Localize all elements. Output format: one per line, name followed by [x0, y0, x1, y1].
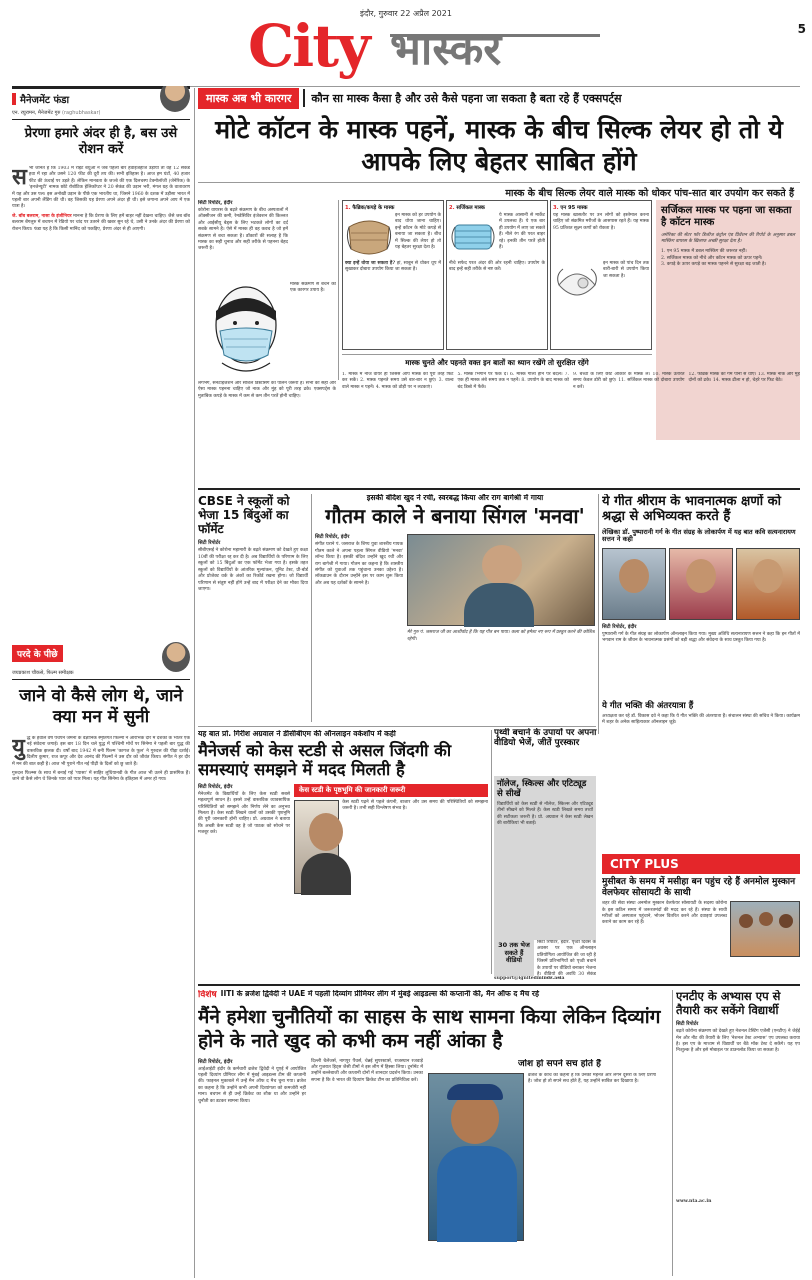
logo-bhaskar-text: भास्कर — [390, 24, 502, 75]
tips-col: 9. बच्चों के लिए छोटे आकार के मास्क लें। 10. मास्क उतारते समय केवल डोरी को छुएं। 11. सर्जिकल मास्क को दोबारा उपयोग न करें। — [573, 372, 685, 390]
nta-url[interactable]: www.nta.ac.in — [676, 1199, 712, 1205]
story-headline: मैंने हमेशा चुनौतियों का साहस के साथ सामना किया लेकिन दिव्यांग होने के नाते खुद को कभी कम नहीं आंका है — [198, 1005, 661, 1052]
story-subhead: ये गीत भक्ति की अंतरयात्रा हैं — [602, 700, 694, 711]
dateline: इंदौर, गुरुवार 22 अप्रैल 2021 — [360, 9, 452, 18]
story-body: सीबीएसई ने कोरोना महामारी के बढ़ते संक्रमण को देखते हुए कक्षा 10वीं की परीक्षा रद्द कर दी है। अब विद्यार्थियों के परिणाम के लिए स्कूलों को 15 बिंदुओं का एक फॉर्मेट भेजा गया है। इसके तहत स्कूलों को विद्यार्थियों के आंतरिक मूल्यांकन, यूनिट टेस्ट, प्री-बोर्ड और प्रोजेक्ट वर्क के अंकों का रिकॉर्ड रखना होगा। जो विद्यार्थी परिणाम से संतुष्ट नहीं होंगे उन्हें बाद में परीक्षा देने का मौका दिया जाएगा। — [198, 548, 308, 592]
story-headline: ये गीत श्रीराम के भावनात्मक क्षणों को श्रद्धा से अभिव्यक्त करते हैं — [602, 494, 781, 525]
tip-surgical-mask: 2. सर्जिकल मास्क ये मास्क आसानी से मार्केट में उपलब्ध हैं। ये एक बार ही उपयोग में लाए जा सकते हैं। नीले रंग की परत बाहर रहे। इनकी तीन परतें होती हैं। नीचे सफेद परत अंदर की ओर रहनी चाहिए। उपयोग के बाद इन्हें सही तरीके से नष्ट करें। — [446, 200, 548, 350]
sidebar-intro: अमेरिका की सेंटर फॉर डिजीज कंट्रोल एंड प्रिवेंशन की रिपोर्ट के अनुसार डबल मास्किंग वायरस के खिलाफ अच्छी सुरक्षा देता है। — [661, 232, 795, 244]
video-contest-email[interactable]: support@ignitedmindz.asia — [494, 976, 565, 981]
side-headline: जोश हो सपने सच होते हैं — [518, 1058, 601, 1069]
speaker-photo — [602, 548, 666, 620]
story-body: पुष्पारानी गर्ग के गीत संग्रह का लोकार्पण ऑनलाइन किया गया। मुख्य अतिथि सत्यनारायण सत्तन ने कहा कि इन गीतों में भगवान राम के जीवन के भावनात्मक प्रसंगों को बड़ी श्रद्धा और संवेदना के साथ प्रस्तुत किया गया है। — [602, 631, 800, 644]
column-headline: प्रेरणा हमारे अंदर ही है, बस उसे रोशन करें — [24, 126, 178, 157]
management-funda-section — [12, 86, 190, 556]
nta-app-story — [676, 990, 800, 1276]
story-body-2: दिल्ली चैलेंजर्स, नागपुर पैंथर्स, चेन्नई सुपरस्टार्स, राजस्थान रजवाड़े और गुजरात हिट्स जैसी टीमों ने इस लीग में हिस्सा लिया। टूर्नामेंट में उन्होंने बल्लेबाजी और कप्तानी दोनों में शानदार प्रदर्शन किया। उनका सपना है कि वे भारत की दिव्यांग क्रिकेट टीम का प्रतिनिधित्व करें। — [311, 1058, 423, 1083]
byline: सिटी रिपोर्टर — [198, 540, 221, 547]
singer-photo — [407, 534, 595, 626]
column-body: सभी जानते हैं कि 1903 में राइट बंधुओं ने जब पहली बार हवाईजहाज उड़ाया तो वह 12 सेकंड हवा में रहा और उसने 120 फीट की दूरी तय की। सभी इतिहास है। आज हम घंटों, 40 हजार फीट की ऊंचाई पर उड़ते हैं। लेकिन मानवता के जज्बे की एक दिलचस्प टेक्नोलॉजी (जेनेरिक) के 'इनजेन्यूटी' नामक छोटे रोबोटिक हेलिकॉप्टर ने 20 सेकंड की उड़ान भरी, मंगल ग्रह के वातावरण में यह और उस पल। इस अनोखी उड़ान के पीछे एक भारतीय था, जिसने 1960 के दशक में उड़ीसा भारत में पहली बार अपनी लैंडिंग की थी। वह जिसकी यह प्रेरणा अपने अंदर ही थी। इसे जगाना अपने आप में एक यात्रा है। जे. बॉब बलराम, नासा के इंजीनियर मानना है कि प्रेरणा के लिए हमें बाहर नहीं देखना चाहिए। जैसे जब बॉब बलराम बेंगलुरु में बचपन में रेडियो पर चांद पर उतरने की खबर सुन रहे थे, उसी ने उनके अंदर की प्रेरणा को रोशन किया। फंडा यह है कि किसी मानिंद को पकड़िए, प्रेरणा अंदर से ही आएगी। — [12, 166, 190, 232]
story-body-2: केस स्टडी पढ़ने से पहले कंपनी, बाजार और उस समय की परिस्थितियों को समझना जरूरी है। तभी सही विश्लेषण संभव है। — [342, 799, 488, 812]
volunteers-photo — [730, 901, 800, 957]
kicker-subtitle: कौन सा मास्क कैसा है और उसे कैसे पहना जा सकता है बता रहे हैं एक्सपर्ट्स — [311, 91, 622, 105]
story-kicker: लेखिका डॉ. पुष्पारानी गर्ग के गीत संग्रह के लोकार्पण में यह बात कवि सत्यनारायण सत्तन ने कही — [602, 527, 796, 544]
box-title: नॉलेज, स्किल्स और एटिट्यूड से सीखें — [497, 779, 587, 800]
byline: सिटी रिपोर्टर, इंदौर — [198, 200, 233, 206]
story-body: मैनेजमेंट के विद्यार्थियों के लिए केस स्टडी सबसे महत्वपूर्ण साधन है। इससे उन्हें वास्तविक व्यावसायिक परिस्थितियों को समझने और निर्णय लेने का अनुभव मिलता है। केस स्टडी लिखने वालों को उसकी पृष्ठभूमि की पूरी जानकारी होनी चाहिए। प्रो. अग्रवाल ने बताया कि अच्छी केस स्टडी वह है जो पाठक को सोचने पर मजबूर करे। — [198, 791, 290, 836]
intro-body-2: लगभग, सेनेटाइजेशन और सोशल डिस्टेंसिंग का पालन जरूरी है। सभी को सही और ऐसा मास्क पहनना चाहिए जो नाक और मुंह को पूरी तरह ढके। एक्सपर्ट्स के मुताबिक कपड़े के मास्क में कम से कम तीन परतें होनी चाहिए। — [198, 381, 336, 399]
main-headline: मोटे कॉटन के मास्क पहनें, मास्क के बीच सिल्क लेयर हो तो ये आपके लिए बेहतर साबित होंगे — [215, 115, 783, 176]
story-body: बढ़ते कोरोना संक्रमण को देखते हुए नेशनल टेस्टिंग एजेंसी (एनटीए) ने जेईई मेन और नीट की तैयारी के लिए 'नेशनल टेस्ट अभ्यास' एप उपलब्ध कराया है। इस एप के माध्यम से विद्यार्थी घर बैठे मॉक टेस्ट दे सकेंगे। यह एप निःशुल्क है और इसे मोबाइल पर डाउनलोड किया जा सकता है। — [676, 1029, 800, 1054]
tip-title: 1. फैब्रिक/कपड़े के मास्क — [345, 205, 395, 211]
kicker-tag: मास्क अब भी कारगर — [198, 88, 299, 109]
video-deadline-box: 30 तक भेज सकते हैं वीडियो — [494, 940, 534, 976]
byline: सिटी रिपोर्टर, इंदौर — [315, 534, 350, 541]
intro-side-text: मास्क संक्रमण से बचने का एक कारगर उपाय है। — [290, 282, 336, 294]
sidebar-title: सर्जिकल मास्क पर पहना जा सकता है कॉटन मास्क — [661, 205, 792, 228]
columnist-name: जयप्रकाश चौकसे, फिल्म समीक्षक — [12, 670, 190, 680]
mask-tips-band-title: मास्क चुनते और पहनते वक्त इन बातों का ध्यान रखेंगे तो सुरक्षित रहेंगे — [342, 354, 652, 368]
story-kicker: IITI के ब्रजेश द्विवेदी ने UAE में पहली दिव्यांग प्रीमियर लीग में मुंबई आइडल्स की कप्तानी की, मैन ऑफ द मैच रहे — [220, 990, 539, 998]
logo-city-text: City — [248, 12, 369, 80]
video-contest-details: 30 तक भेज सकते हैं वीडियो सिटी रिपोर्टर, इंदौर. पृथ्वी दिवस के अवसर पर एक ऑनलाइन प्रतियोगिता आयोजित की जा रही है जिसमें प्रतिभागियों को पृथ्वी बचाने के उपायों पर वीडियो बनाकर भेजना है। वीडियो की अवधि 30 सेकंड — [494, 940, 596, 978]
tip-cotton-mask: 1. फैब्रिक/कपड़े के मास्क इन मास्क को हर उपयोग के बाद धोया जाना चाहिए। इन्हें कॉटन के मोटे कपड़े से बनाया जा सकता है। बीच में सिल्क की लेयर हो तो यह बेहतर सुरक्षा देता है। क्या इन्हें धोया जा सकता है? हां, साबुन से धोकर धूप में सुखाकर दोबारा उपयोग किया जा सकता है। — [342, 200, 444, 350]
byline: सिटी रिपोर्टर, इंदौर — [198, 783, 233, 790]
column-body: युद्ध के हवाले वर्ष पचपन जर्मनी के वैज्ञानिक स्मृतिगत फिल्मों ने आरंभिक दौर में दर्शकों के भीतर एक नई संवेदना जगाई। इस बार 18 दिन चले युद्ध में पश्चिमी मोर्चे पर सिनेमा ने पहली बार युद्ध की वास्तविक झलक दी। वर्षों बाद 1942 में बनी फिल्म 'कागज के फूल' ने गुरुदत्त की पीड़ा दर्शाई। दिलीप कुमार, राज कपूर और देव आनंद की फिल्मों ने उस दौर को जीवंत किया। संगीत ने हर दौर में मन की बात कही है। आज भी पुराने गीत नई पीढ़ी के दिलों को छू जाते हैं। गुरुदत्त फिल्म्स के साथ में बनाई गई 'प्यासा' में साहिर लुधियानवी के गीत आज भी उतने ही प्रासंगिक हैं। जाने वो कैसे लोग थे जिनके प्यार को प्यार मिला। यह गीत सिनेमा के इतिहास में अमर हो गया। — [12, 736, 190, 783]
column-highlight: जे. बॉब बलराम, नासा के इंजीनियर — [12, 213, 72, 219]
video-contest-headline-box — [494, 728, 598, 774]
tips-col: 1. मास्क में नोज वायर हो जिससे आप मास्क को पूरी तरह फिट कर सकें। 2. मास्क पहनते समय उसे बार-बार न छुएं। 3. वाल्व वाले मास्क न पहनें। 4. मास्क को ठोड़ी पर न लटकाएं। — [342, 372, 454, 390]
story-headline: CBSE ने स्कूलों को भेजा 15 बिंदुओं का फॉर्मेट — [198, 494, 290, 537]
column-divider — [194, 88, 195, 1278]
sidebar-point: 1. एन 95 मास्क में डबल मास्किंग की जरूरत नहीं। — [661, 249, 747, 255]
tip-n95-mask: 3. एन 95 मास्क यह मास्क खासतौर पर उन लोगों को इस्तेमाल करना चाहिए जो संक्रमित मरीजों के आसपास रहते हैं। यह मास्क 95 प्रतिशत सूक्ष्म कणों को रोकता है। इन मास्क को पांच दिन तक बारी-बारी से उपयोग किया जा सकता है। — [550, 200, 652, 350]
speaker-photo — [736, 548, 800, 620]
story-body: संगीत घराने पं. जसराज के शिष्य युवा शास्त्रीय गायक गौतम काले ने अपना पहला सिंगल वीडियो 'मनवा' लॉन्च किया है। इसकी बंदिश उन्होंने खुद रची और राग बागेश्री में गाया। गौतम का कहना है कि शास्त्रीय संगीत को युवाओं तक पहुंचाना उनका उद्देश्य है। लॉकडाउन के दौरान उन्होंने इस पर काम शुरू किया और अब यह दर्शकों के सामने है। — [315, 542, 403, 586]
story-headline: मुसीबत के समय में मसीहा बन पहुंच रहे हैं अनमोल मुस्कान वेलफेयर सोसायटी के साथी — [602, 877, 796, 898]
story-body-2: अध्यक्षता कर रहे डॉ. विकास दवे ने कहा कि ये गीत भक्ति की अंतरयात्रा हैं। संचालन संस्था की सचिव ने किया। कार्यक्रम में शहर के अनेक साहित्यकार ऑनलाइन जुड़े। — [602, 713, 800, 726]
brajesh-photo — [428, 1073, 524, 1241]
story-kicker: यह बात प्रो. गिरीश अग्रवाल ने डीसीबीएम की ऑनलाइन वर्कशॉप में कही — [198, 730, 396, 738]
story-headline: गौतम काले ने बनाया सिंगल 'मनवा' — [325, 503, 585, 528]
section-label: मैनेजमेंट फंडा — [20, 94, 70, 106]
drop-cap: स — [12, 166, 27, 190]
story-kicker — [198, 86, 800, 110]
city-plus-box — [602, 854, 800, 978]
surgical-mask-icon — [449, 213, 497, 259]
tips-col: 5. मास्क भिगोने पर फेंक दें। 6. मास्क गीला होने पर बदलें। 7. एक ही मास्क लंबे समय तक न पहनें। 8. उपयोग के बाद मास्क को बंद डिब्बे में फेंकें। — [457, 372, 569, 390]
tips-col: 12. फैब्रिक मास्क को गर्म पानी से धोएं। 13. मास्क नाक और मुंह दोनों को ढके। 14. मास्क ढीला न हो, चेहरे पर फिट बैठे। — [688, 372, 800, 384]
mask-story — [198, 86, 800, 481]
managers-case-study-story — [198, 730, 488, 978]
page-number: 5 — [797, 22, 806, 36]
columnist-name: एन. रघुरामन, मैनेजमेंट गुरु (raghubhaskar) — [12, 110, 190, 120]
city-plus-label: CITY PLUS — [602, 854, 800, 874]
gautam-kale-story — [315, 494, 595, 722]
masthead — [0, 0, 812, 86]
story-body: शहर की सेवा संस्था अनमोल मुस्कान वेलफेयर सोसायटी के सदस्य कोरोना के इस कठिन समय में जरूरतमंदों की मदद कर रहे हैं। संस्था के साथी मरीजों को अस्पताल पहुंचाने, भोजन वितरित करने और दवाइयां उपलब्ध कराने का काम कर रहे हैं। — [602, 901, 727, 926]
columnist-avatar — [162, 642, 190, 672]
brajesh-story — [198, 990, 668, 1276]
tip-question: क्या इन्हें धोया जा सकता है? — [345, 261, 396, 266]
left-column — [12, 86, 190, 1276]
sidebar-point: 2. सर्जिकल मास्क को नीचे और कॉटन मास्क को ऊपर पहनें। — [661, 255, 763, 261]
story-deck: मास्क के बीच सिल्क लेयर वाले मास्क को धोकर पांच-सात बार उपयोग कर सकते हैं — [198, 182, 800, 198]
story-headline: पृथ्वी बचाने के उपायों पर अपना वीडियो भेजें, जीतें पुरस्कार — [494, 728, 597, 749]
shriram-songs-story — [602, 494, 800, 850]
byline: सिटी रिपोर्टर — [676, 1021, 699, 1028]
story-kicker: इसकी बंदिश खुद ने रची, स्वरबद्ध किया और राग बागेश्री में गाया — [366, 494, 544, 502]
newspaper-logo — [248, 14, 608, 78]
columnist-avatar — [160, 86, 190, 112]
mask-tips-band — [342, 372, 800, 446]
section-marker — [12, 93, 16, 105]
parde-ke-peeche-section — [12, 642, 190, 1276]
byline: सिटी रिपोर्टर, इंदौर — [602, 623, 637, 630]
kicker-tag: विशेष — [198, 990, 217, 1000]
side-body: ब्रजेश के कोच का कहना है कि उनकी मेहनत और लगन दूसरों के लिए प्रेरणा है। जोश हो तो सपने सच होते हैं, यह उन्होंने साबित कर दिखाया है। — [528, 1072, 656, 1085]
story-headline: मैनेजर्स को केस स्टडी से असल जिंदगी की समस्याएं समझने में मदद मिलती है — [198, 740, 452, 780]
box-body: विद्यार्थियों को केस स्टडी से नॉलेज, स्किल्स और एटिट्यूड तीनों सीखने को मिलते हैं। केस स्टडी लिखते समय तथ्यों की सटीकता जरूरी है। प्रो. अग्रवाल ने केस स्टडी लेखन की बारीकियां भी बताईं। — [497, 802, 593, 827]
speaker-photos — [602, 548, 800, 620]
cbse-story — [198, 494, 308, 722]
story-body: आईआईटी इंदौर के कर्मचारी ब्रजेश द्विवेदी ने यूएई में आयोजित पहली दिव्यांग प्रीमियर लीग में मुंबई आइडल्स टीम की कप्तानी की। फाइनल मुकाबले में उन्हें मैन ऑफ द मैच चुना गया। ब्रजेश का कहना है कि उन्होंने कभी अपनी दिव्यांगता को कमजोरी नहीं माना। बचपन से ही उन्हें क्रिकेट का शौक था और उन्होंने हर चुनौती का डटकर सामना किया। — [198, 1066, 306, 1104]
cotton-mask-icon — [345, 213, 393, 259]
section-label: परदे के पीछे — [12, 645, 63, 662]
n95-mask-icon — [553, 261, 601, 307]
column-headline: जाने वो कैसे लोग थे, जाने क्या मन में सुनी — [19, 686, 183, 727]
red-strip-heading: केस स्टडी के पृष्ठभूमि की जानकारी जरूरी — [294, 784, 488, 797]
mask-illustration-icon — [202, 281, 290, 379]
story-headline: एनटीए के अभ्यास एप से तैयारी कर सकेंगे विद्यार्थी — [676, 990, 781, 1017]
speaker-photo — [294, 800, 339, 894]
intro-body: कोरोना वायरस के बढ़ते संक्रमण के बीच अस्पतालों में ऑक्सीजन की कमी, रेमडेसिविर इंजेक्शन की किल्लत और आईसीयू बेड्स के लिए भटकते लोगों का दर्द सबके सामने है। ऐसे में मास्क ही वह कवच है जो हमें संक्रमण से बचा सकता है। डॉक्टरों की सलाह है कि मास्क का सही चुनाव और सही तरीके से पहनना बेहद जरूरी है। — [198, 208, 288, 252]
byline: सिटी रिपोर्टर, इंदौर — [198, 1058, 233, 1065]
sidebar-point: 3. कपड़े के ऊपर कपड़े का मास्क पहनने से सुरक्षा बढ़ जाती है। — [661, 262, 767, 268]
drop-cap: यु — [12, 736, 25, 760]
speaker-photo — [669, 548, 733, 620]
singer-quote: मेरे गुरु पं. जसराज जी का आशीर्वाद है कि यह गीत बन पाया। कला को हमेशा नए रूप में प्रस्तुत करने की कोशिश रहेगी। — [407, 630, 595, 642]
